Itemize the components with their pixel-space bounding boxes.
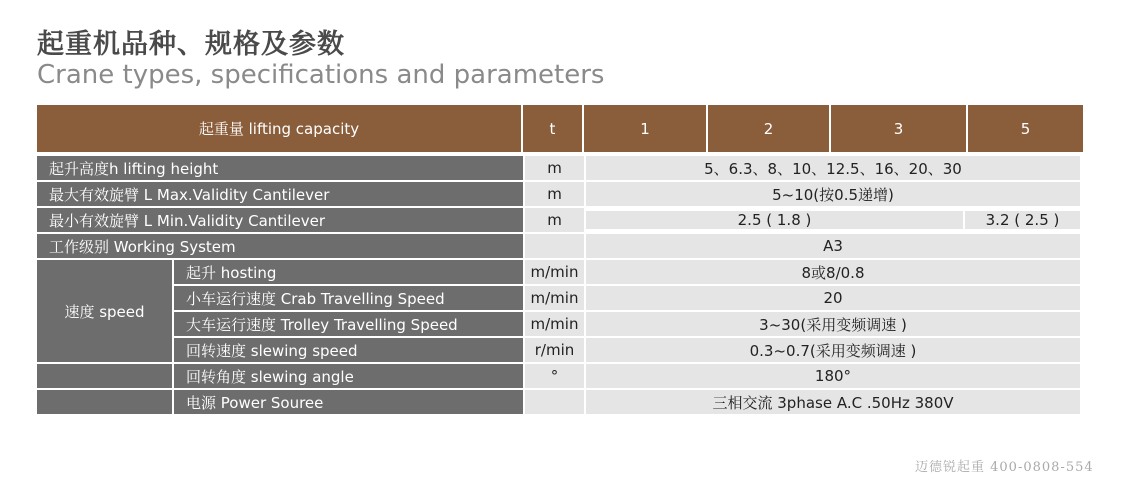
row-values-min-cantilever — [586, 208, 1080, 232]
row-value-power: 三相交流 3phase A.C .50Hz 380V — [586, 390, 1080, 414]
row-value-max-cantilever: 5~10(按0.5递增) — [586, 182, 1080, 206]
row-unit-slewing-angle: ° — [525, 364, 584, 388]
row-label-max-cantilever: 最大有效旋臂 L Max.Validity Cantilever — [37, 182, 523, 206]
row-unit-crab: m/min — [525, 286, 584, 310]
row-label-power: 电源 Power Souree — [174, 390, 523, 414]
row-unit-trolley: m/min — [525, 312, 584, 336]
row-unit-power — [525, 390, 584, 414]
speed-group-label: 速度 speed — [37, 260, 172, 362]
row-label-min-cantilever: 最小有效旋臂 L Min.Validity Cantilever — [37, 208, 523, 232]
row-label-trolley: 大车运行速度 Trolley Travelling Speed — [174, 312, 523, 336]
header-col-1: 1 — [584, 105, 706, 152]
row-value-working: A3 — [586, 234, 1080, 258]
spec-table — [37, 105, 1080, 414]
row-unit-min-cantilever: m — [525, 208, 584, 232]
row-unit-slewing-speed: r/min — [525, 338, 584, 362]
row-value-height: 5、6.3、8、10、12.5、16、20、30 — [586, 156, 1080, 180]
row-unit-working — [525, 234, 584, 258]
header-col-5: 5 — [968, 105, 1083, 152]
row-value-min-cantilever-a: 2.5 ( 1.8 ) — [586, 211, 963, 229]
row-blank-power — [37, 390, 172, 414]
row-unit-height: m — [525, 156, 584, 180]
row-value-slewing-angle: 180° — [586, 364, 1080, 388]
row-value-crab: 20 — [586, 286, 1080, 310]
page-title-en: Crane types, specifications and parameters — [37, 60, 605, 90]
header-unit: t — [523, 105, 582, 152]
row-label-crab: 小车运行速度 Crab Travelling Speed — [174, 286, 523, 310]
row-blank-slewing-angle — [37, 364, 172, 388]
table-header — [37, 105, 1080, 152]
row-value-min-cantilever-b: 3.2 ( 2.5 ) — [965, 211, 1080, 229]
row-unit-hosting: m/min — [525, 260, 584, 284]
row-label-height: 起升高度h lifting height — [37, 156, 523, 180]
row-label-hosting: 起升 hosting — [174, 260, 523, 284]
row-value-trolley: 3~30(采用变频调速 ) — [586, 312, 1080, 336]
row-label-slewing-angle: 回转角度 slewing angle — [174, 364, 523, 388]
row-label-working: 工作级别 Working System — [37, 234, 523, 258]
row-value-slewing-speed: 0.3~0.7(采用变频调速 ) — [586, 338, 1080, 362]
footer-brand-phone: 迈德锐起重 400-0808-554 — [915, 460, 1094, 475]
header-col-3: 3 — [831, 105, 966, 152]
header-param: 起重量 lifting capacity — [37, 105, 521, 152]
header-col-2: 2 — [708, 105, 829, 152]
row-value-hosting: 8或8/0.8 — [586, 260, 1080, 284]
row-label-slewing-speed: 回转速度 slewing speed — [174, 338, 523, 362]
row-unit-max-cantilever: m — [525, 182, 584, 206]
page-title-cn: 起重机品种、规格及参数 — [37, 29, 345, 60]
